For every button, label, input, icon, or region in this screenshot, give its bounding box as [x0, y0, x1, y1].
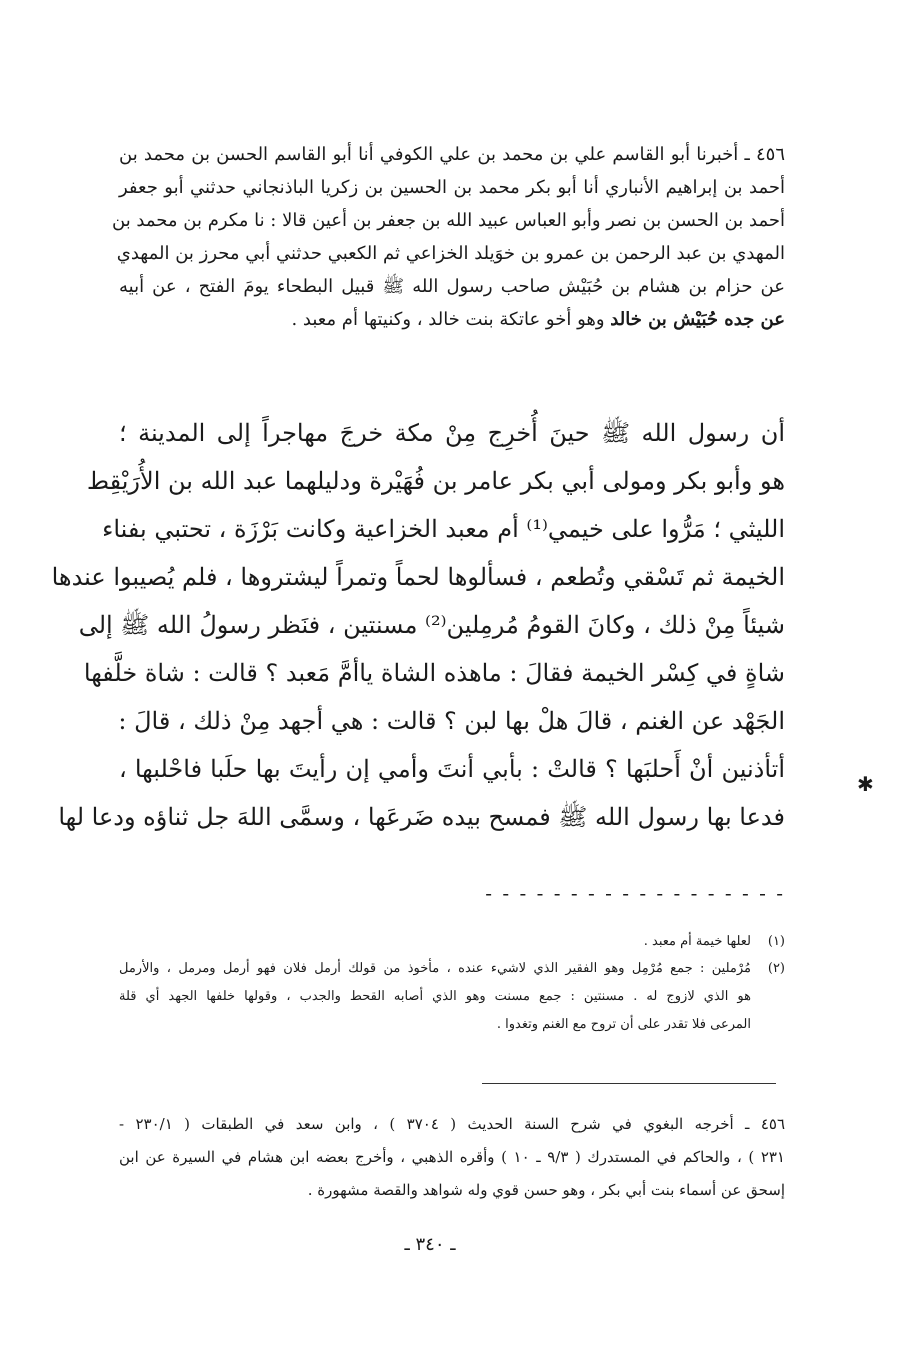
footnote-2-cont: [119, 1014, 785, 1036]
footnote-text: المرعى فلا تقدر على أن تروح مع الغنم وتغدوا .: [496, 1017, 751, 1032]
takhrij-line: إسحق عن أسماء بنت أبي بكر ، وهو حسن قوي وله شواهد والقصة مشهورة .: [307, 1181, 785, 1199]
footnote-text: مُرْملين : جمع مُرْمِل وهو الفقير الذي لاشيء عنده ، مأخوذ من قولك أرمل فلان فهو أرمل ومرمل ، والأرمل: [119, 961, 751, 976]
hadith-line: شاةٍ في كِسْر الخيمة فقالَ : ماهذه الشاة ياأمَّ مَعبد ؟ قالت : شاة خلَّفها: [83, 659, 785, 687]
takhrij-line: ٢٣١ ) ، والحاكم في المستدرك ( ٩/٣ ـ ١٠ ) وأقره الذهبي ، وأخرج بعضه ابن هشام في السيرة عن ابن: [119, 1148, 785, 1166]
hadith-line: هو وأبو بكر ومولى أبي بكر عامر بن فُهَيْرة ودليلهما عبد الله بن الأُرَيْقِط: [86, 467, 785, 495]
takhrij-line: ٤٥٦ ـ أخرجه البغوي في شرح السنة الحديث ( ٣٧٠٤ ) ، وابن سعد في الطبقات ( ٢٣٠/١ -: [119, 1115, 785, 1133]
footnote-text: هو الذي لازوج له . مسنتين : جمع مسنت وهو الذي أصابه القحط والجدب ، وقولها خلفها الجهد أي قلة: [119, 989, 751, 1004]
isnad-line-rest: وهو أخو عاتكة بنت خالد ، وكنيتها أم معبد .: [291, 309, 611, 330]
hadith-line: شيئاً مِنْ ذلك ، وكانَ القومُ مُرمِلين⁽²⁾ مسنتين ، فنَظر رسولُ الله ﷺ إلى: [78, 611, 785, 639]
hadith-line: الخيمة ثم تَسْقي وتُطعم ، فسألوها لحماً وتمراً ليشتروها ، فلم يُصيبوا عندها: [51, 563, 785, 591]
footnote-number: (١): [767, 934, 785, 949]
isnad-line-last: [119, 305, 785, 335]
isnad-line: أحمد بن الحسن بن نصر وأبو العباس عبيد الله بن جعفر بن أعين قالا : نا مكرم بن محمد بن: [112, 210, 785, 231]
footnote-2-cont: [119, 986, 785, 1008]
hadith-line: أتأذنين أنْ أَحلبَها ؟ قالتْ : بأبي أنتَ وأمي إن رأيتَ بها حلَبا فاحْلبها ،: [119, 755, 785, 783]
page-number: ـ ٣٤٠ ـ: [404, 1234, 456, 1255]
hadith-line: أن رسول الله ﷺ حينَ أُخرِج مِنْ مكة خرجَ مهاجراً إلى المدينة ؛: [119, 419, 785, 447]
footnote-text: لعلها خيمة أم معبد .: [643, 934, 751, 949]
footnote-number: (٢): [767, 961, 785, 976]
isnad-line: المهدي بن عبد الرحمن بن عمرو بن خوَيلد الخزاعي ثم الكعبي حدثني أبي محرز بن المهدي: [116, 243, 785, 264]
hadith-line: فدعا بها رسول الله ﷺ فمسح بيده ضَرعَها ، وسمَّى اللهَ جل ثناؤه ودعا لها: [58, 803, 785, 831]
asterisk-icon: ✱: [857, 772, 874, 796]
narrator-name: عن جده حُبَيْش بن خالد: [610, 309, 785, 330]
hadith-line: الليثي ؛ مَرُّوا على خيمي⁽¹⁾ أم معبد الخزاعية وكانت بَرْزَة ، تحتبي بفناء: [102, 515, 785, 543]
isnad-line: ٤٥٦ ـ أخبرنا أبو القاسم علي بن محمد بن علي الكوفي أنا أبو القاسم الحسن بن محمد بن: [119, 144, 785, 165]
footnote-2: [119, 958, 785, 980]
continuation-dashes: - - - - - - - - - - - - - - - - - -: [485, 881, 785, 905]
footnote-1: [119, 931, 785, 953]
isnad-line: عن حزام بن هشام بن حُبَيْش صاحب رسول الله ﷺ قبيل البطحاء يومَ الفتح ، عن أبيه: [119, 276, 785, 297]
divider-rule: [482, 1083, 776, 1084]
hadith-line: الجَهْد عن الغنم ، قالَ هلْ بها لبن ؟ قالت : هي أجهد مِنْ ذلك ، قالَ :: [118, 707, 785, 735]
isnad-line: أحمد بن إبراهيم الأنباري أنا أبو بكر محمد بن الحسين بن زكريا الباذنجاني حدثني أبو جعفر: [119, 177, 785, 198]
